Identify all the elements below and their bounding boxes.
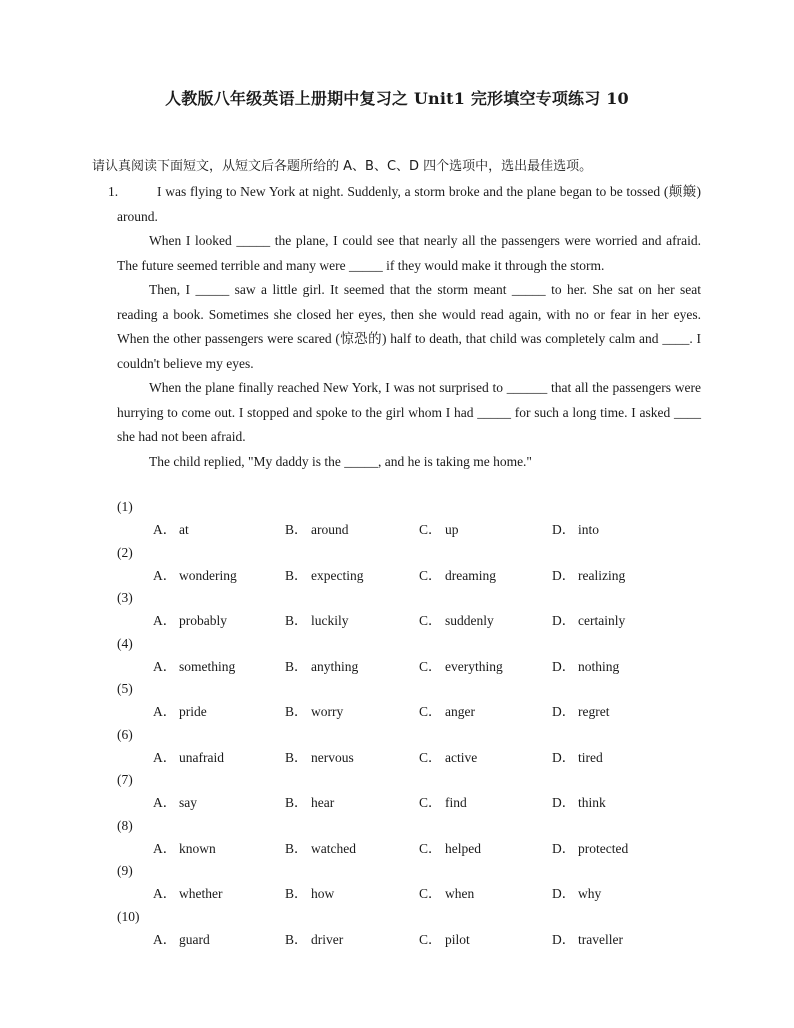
answer-option[interactable]: [153, 564, 237, 588]
answer-option[interactable]: [153, 882, 222, 906]
option-text: helped: [445, 840, 481, 856]
option-text: find: [445, 795, 467, 810]
option-text: why: [578, 886, 602, 901]
option-text: nervous: [311, 749, 354, 765]
answer-option[interactable]: [552, 746, 603, 770]
option-text: into: [578, 522, 600, 537]
option-text: how: [311, 886, 335, 901]
option-letter: A．: [153, 567, 177, 583]
answer-option[interactable]: [552, 882, 601, 906]
answer-option[interactable]: [419, 837, 481, 861]
option-text: say: [179, 795, 197, 810]
option-letter: D．: [552, 931, 576, 947]
option-letter: A．: [153, 931, 177, 947]
option-text: up: [445, 522, 459, 537]
option-text: wondering: [179, 567, 237, 583]
option-text: traveller: [578, 931, 623, 947]
option-letter: A．: [153, 840, 177, 856]
option-letter: D．: [552, 840, 576, 856]
option-letter: D．: [552, 886, 576, 901]
question-label: (8): [117, 817, 133, 833]
answer-option[interactable]: [419, 928, 470, 952]
option-letter: A．: [153, 522, 177, 537]
option-letter: D．: [552, 704, 576, 719]
answer-option[interactable]: [285, 837, 356, 861]
passage-paragraph: When the plane finally reached New York, I was not surprised to ______ that all the passengers were hurrying to come out. I stopped and spoke to the girl whom I had _____ for such a long time. I asked ____ she had not been afraid.: [117, 380, 701, 444]
option-letter: C．: [419, 795, 442, 810]
option-row: [117, 928, 717, 952]
question-label: (4): [117, 635, 133, 651]
answer-option[interactable]: [285, 928, 343, 952]
option-row: [117, 700, 717, 724]
option-letter: B．: [285, 613, 308, 628]
answer-option[interactable]: [419, 791, 467, 815]
option-letter: B．: [285, 840, 308, 856]
option-row: [117, 791, 717, 815]
option-text: anything: [311, 658, 359, 674]
option-text: regret: [578, 704, 610, 719]
option-text: unafraid: [179, 749, 224, 765]
option-row: [117, 564, 717, 588]
option-letter: C．: [419, 658, 442, 674]
question-label: (9): [117, 863, 133, 878]
option-text: luckily: [311, 613, 349, 628]
option-row: [117, 655, 717, 679]
answer-option[interactable]: [285, 746, 354, 770]
option-text: guard: [179, 931, 210, 947]
answer-option[interactable]: [552, 518, 599, 542]
option-text: hear: [311, 795, 335, 810]
passage: [117, 180, 701, 474]
answer-option[interactable]: [153, 655, 235, 679]
option-letter: C．: [419, 613, 442, 628]
option-letter: C．: [419, 749, 442, 765]
option-letter: C．: [419, 886, 442, 901]
option-text: when: [445, 886, 475, 901]
answer-option[interactable]: [285, 609, 349, 633]
option-text: certainly: [578, 613, 626, 628]
passage-paragraph: I was flying to New York at night. Suddenly, a storm broke and the plane began to be tossed (颠簸) around.: [117, 184, 701, 224]
option-letter: C．: [419, 567, 442, 583]
option-text: expecting: [311, 567, 364, 583]
option-letter: A．: [153, 658, 177, 674]
answer-option[interactable]: [285, 882, 334, 906]
option-row: [117, 518, 717, 542]
option-letter: D．: [552, 567, 576, 583]
answer-option[interactable]: [285, 655, 358, 679]
question-label: (5): [117, 681, 133, 696]
option-text: protected: [578, 840, 629, 856]
passage-paragraph: The child replied, "My daddy is the _____, and he is taking me home.": [149, 453, 532, 469]
option-letter: B．: [285, 749, 308, 765]
answer-option[interactable]: [153, 700, 207, 724]
option-text: pride: [179, 704, 207, 719]
option-letter: D．: [552, 749, 576, 765]
option-letter: A．: [153, 613, 177, 628]
answer-option[interactable]: [552, 928, 623, 952]
answer-option[interactable]: [153, 518, 189, 542]
answer-option[interactable]: [419, 609, 494, 633]
option-text: at: [179, 522, 189, 537]
option-text: worry: [311, 704, 344, 719]
option-text: nothing: [578, 658, 620, 674]
page-title: 人教版八年级英语上册期中复习之 Unit1 完形填空专项练习 10: [165, 89, 629, 108]
option-text: driver: [311, 931, 344, 947]
instructions: 请认真阅读下面短文，从短文后各题所给的 A、B、C、D 四个选项中，选出最佳选项。: [92, 159, 593, 174]
option-letter: D．: [552, 613, 576, 628]
answer-option[interactable]: [285, 518, 349, 542]
answer-option[interactable]: [552, 655, 619, 679]
answer-option[interactable]: [153, 837, 216, 861]
option-letter: A．: [153, 704, 177, 719]
option-row: [117, 882, 717, 906]
answer-option[interactable]: [419, 882, 474, 906]
answer-option[interactable]: [153, 791, 197, 815]
option-text: known: [179, 840, 216, 856]
option-text: probably: [179, 613, 227, 628]
answer-option[interactable]: [552, 700, 609, 724]
option-letter: C．: [419, 522, 442, 537]
answer-option[interactable]: [153, 928, 210, 952]
option-text: everything: [445, 658, 503, 674]
option-text: anger: [445, 704, 475, 719]
answer-option[interactable]: [552, 837, 628, 861]
answer-option[interactable]: [552, 564, 625, 588]
answer-option[interactable]: [552, 791, 606, 815]
question-label: (2): [117, 544, 133, 560]
option-letter: B．: [285, 567, 308, 583]
question-number: 1.: [108, 184, 119, 199]
option-text: think: [578, 795, 606, 810]
question-label: (6): [117, 726, 133, 742]
option-text: tired: [578, 749, 603, 765]
option-letter: A．: [153, 749, 177, 765]
option-letter: D．: [552, 658, 576, 674]
passage-paragraph: Then, I _____ saw a little girl. It seemed that the storm meant _____ to her. She sat on her seat reading a book. Sometimes she closed her eyes, then she would read again, with no or fear in her eyes. When the other passengers were scared (惊恐的) half to death, that child was completely calm and ____. I couldn't believe my eyes.: [117, 282, 701, 371]
option-text: suddenly: [445, 613, 494, 628]
question-label: (3): [117, 590, 133, 605]
passage-paragraph: When I looked _____ the plane, I could see that nearly all the passengers were worried and afraid. The future seemed terrible and many were _____ if they would make it through the storm.: [117, 233, 701, 273]
answer-option[interactable]: [419, 655, 503, 679]
question-label: (10): [117, 908, 140, 924]
option-letter: D．: [552, 522, 576, 537]
answer-option[interactable]: [419, 700, 475, 724]
option-letter: C．: [419, 840, 442, 856]
answer-option[interactable]: [285, 700, 343, 724]
option-row: [117, 837, 717, 861]
answer-option[interactable]: [419, 564, 496, 588]
option-text: whether: [179, 886, 223, 901]
option-row: [117, 746, 717, 770]
option-letter: B．: [285, 522, 308, 537]
option-text: something: [179, 658, 236, 674]
answer-option[interactable]: [285, 564, 363, 588]
option-text: dreaming: [445, 567, 496, 583]
option-text: watched: [311, 840, 356, 856]
option-text: around: [311, 522, 349, 537]
question-label: (7): [117, 772, 133, 787]
option-text: active: [445, 749, 478, 765]
option-letter: B．: [285, 931, 308, 947]
answer-option[interactable]: [552, 609, 625, 633]
question-label: (1): [117, 499, 133, 514]
answer-option[interactable]: [153, 609, 227, 633]
option-letter: B．: [285, 886, 308, 901]
option-text: pilot: [445, 931, 470, 947]
option-letter: B．: [285, 704, 308, 719]
option-letter: A．: [153, 886, 177, 901]
option-letter: D．: [552, 795, 576, 810]
answer-options: [117, 496, 717, 951]
option-letter: A．: [153, 795, 177, 810]
option-letter: B．: [285, 795, 308, 810]
option-letter: C．: [419, 931, 442, 947]
answer-option[interactable]: [419, 746, 477, 770]
option-row: [117, 609, 717, 633]
option-text: realizing: [578, 567, 626, 583]
option-letter: C．: [419, 704, 442, 719]
answer-option[interactable]: [419, 518, 459, 542]
answer-option[interactable]: [153, 746, 224, 770]
option-letter: B．: [285, 658, 308, 674]
answer-option[interactable]: [285, 791, 334, 815]
